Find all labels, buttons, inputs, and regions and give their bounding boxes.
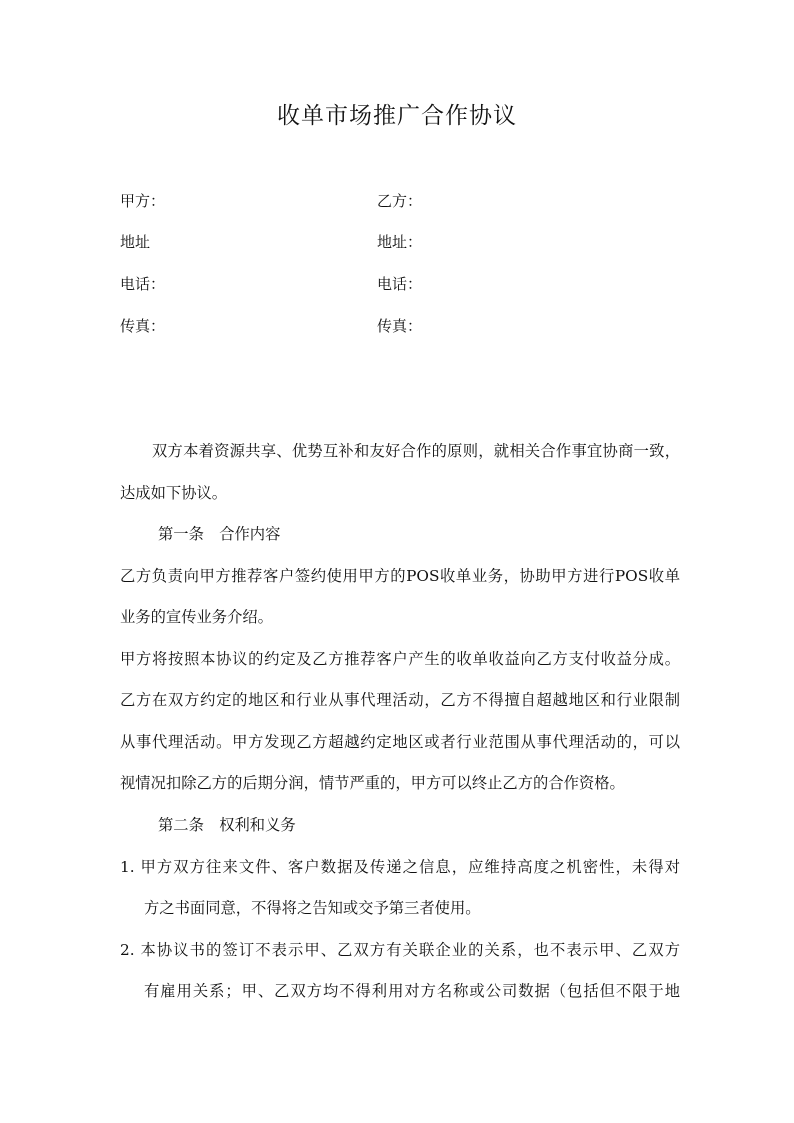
party-a-name-label: 甲方： (120, 192, 166, 210)
article-1-line: 视情况扣除乙方的后期分润，情节严重的，甲方可以终止乙方的合作资格。 (120, 774, 625, 792)
article-2-heading: 第二条 权利和义务 (158, 816, 296, 834)
intro-line: 双方本着资源共享、优势互补和友好合作的原则，就相关合作事宜协商一致， (152, 442, 680, 460)
party-b-phone-label: 电话： (377, 275, 423, 293)
article-1-line: 乙方在双方约定的地区和行业从事代理活动，乙方不得擅自超越地区和行业限制 (120, 691, 680, 709)
party-a-fax-label: 传真： (120, 317, 166, 335)
article-1-line: 业务的宣传业务介绍。 (120, 608, 273, 626)
document-title: 收单市场推广合作协议 (277, 103, 517, 129)
article-2-item-2-line: 有雇用关系；甲、乙双方均不得利用对方名称或公司数据（包括但不限于地 (144, 982, 680, 1000)
article-1-line: 甲方将按照本协议的约定及乙方推荐客户产生的收单收益向乙方支付收益分成。 (120, 650, 680, 668)
party-b-fax-label: 传真： (377, 317, 423, 335)
article-1-heading: 第一条 合作内容 (158, 525, 281, 543)
party-b-address-label: 地址： (377, 233, 423, 251)
article-2-item-1-line: 方之书面同意，不得将之告知或交予第三者使用。 (144, 899, 481, 917)
article-2-item-2-line: 2. 本协议书的签订不表示甲、乙双方有关联企业的关系，也不表示甲、乙双方 (120, 941, 680, 959)
party-a-address-label: 地址 (120, 233, 151, 251)
intro-line: 达成如下协议。 (120, 484, 228, 502)
party-b-name-label: 乙方： (377, 192, 423, 210)
article-1-line: 乙方负责向甲方推荐客户签约使用甲方的POS收单业务，协助甲方进行POS收单 (120, 567, 680, 585)
party-a-phone-label: 电话： (120, 275, 166, 293)
article-1-line: 从事代理活动。甲方发现乙方超越约定地区或者行业范围从事代理活动的，可以 (120, 733, 680, 751)
article-2-item-1-line: 1. 甲方双方往来文件、客户数据及传递之信息，应维持高度之机密性，未得对 (120, 858, 680, 876)
